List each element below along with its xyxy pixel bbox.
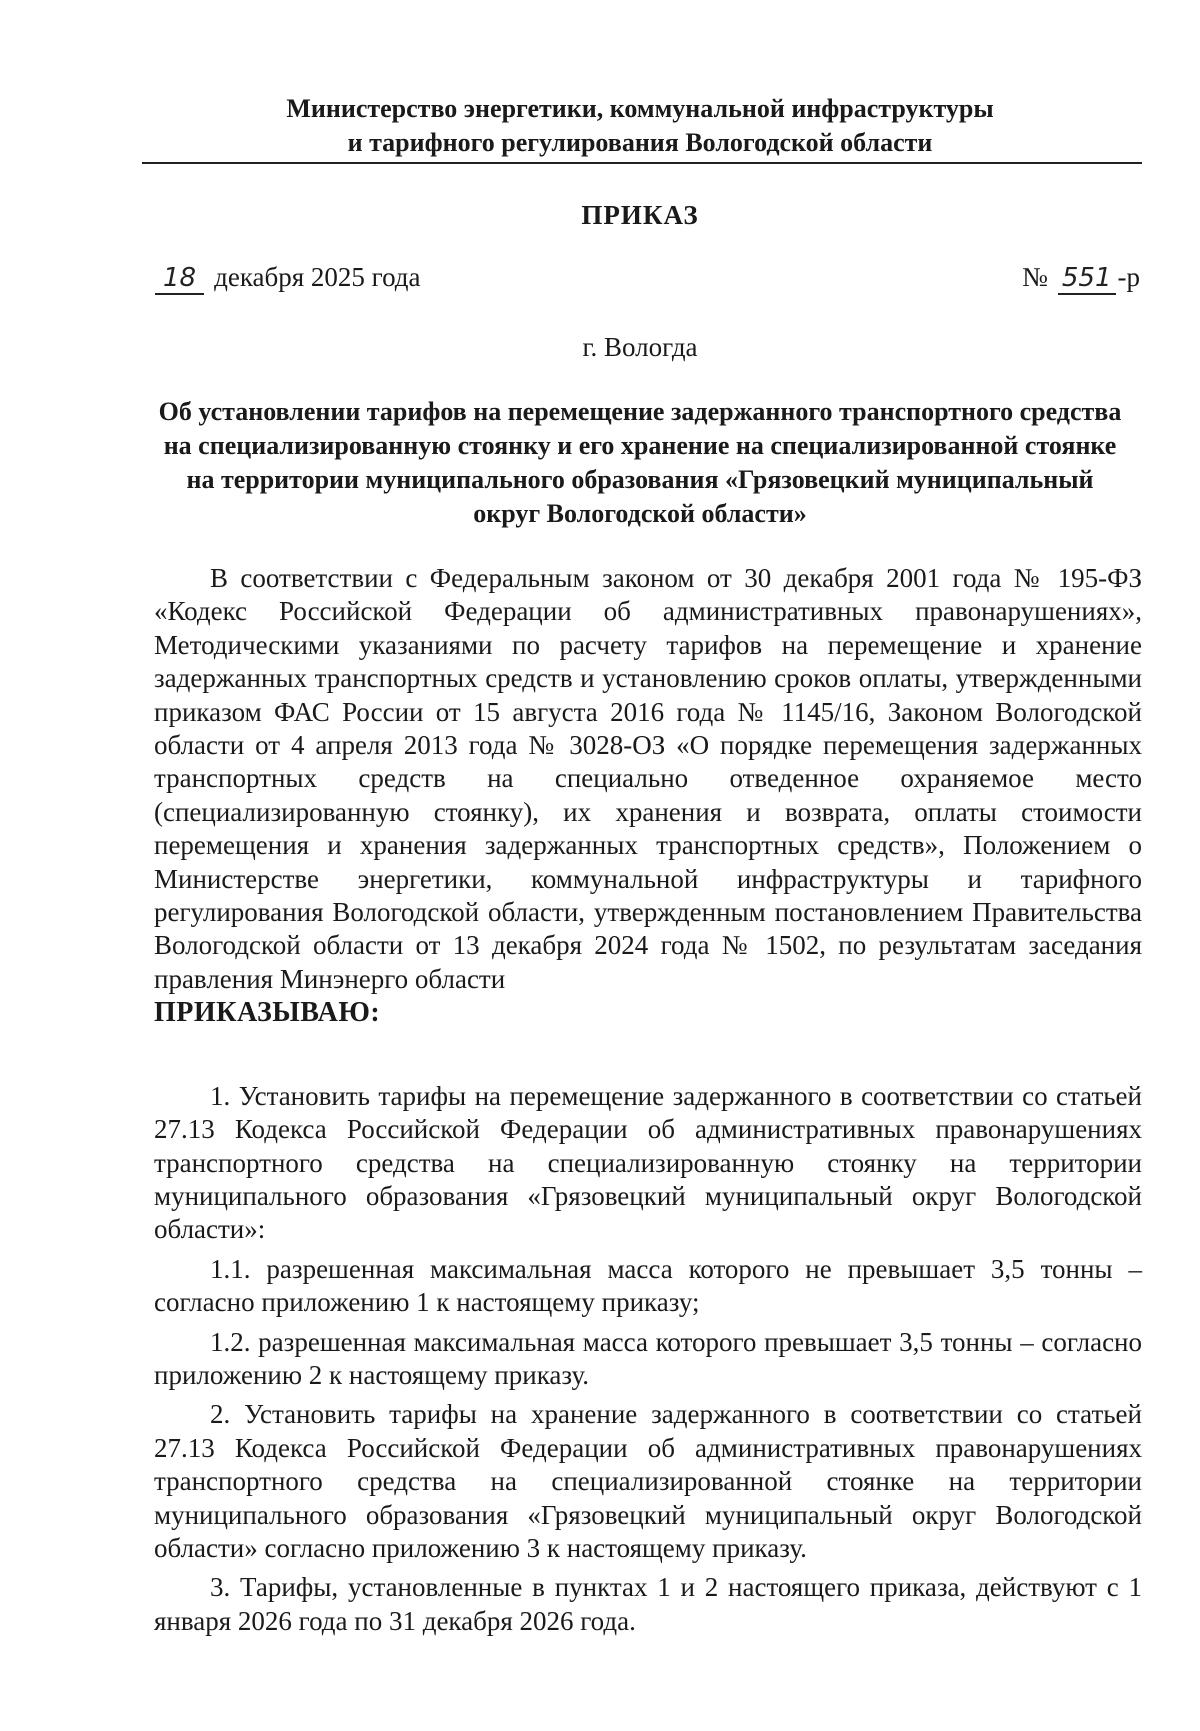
item-1-2: 1.2. разрешенная максимальная масса которого превышает 3,5 тонны – согласно приложению 2 к настоящему приказу. (154, 1326, 1142, 1390)
item-3: 3. Тарифы, установленные в пунктах 1 и 2 настоящего приказа, действуют с 1 января 2026 года по 31 декабря 2026 года. (154, 1572, 1142, 1636)
ministry-line-1: Министерство энергетики, коммунальной инфраструктуры (286, 94, 994, 123)
number-suffix: -р (1117, 262, 1140, 292)
order-title: ПРИКАЗ (581, 200, 699, 230)
item-1: 1. Установить тарифы на перемещение задержанного в соответствии со статьей 27.13 Кодекса Российской Федерации об административных правонарушениях транспортного средства на специализированную стоянку на территории муниципального образования «Грязовецкий муниципальный округ Вологодской области»: (154, 1080, 1142, 1245)
ministry-line-2: и тарифного регулирования Вологодской области (347, 128, 933, 157)
order-subject: Об установлении тарифов на перемещение задержанного транспортного средства на специализированную стоянку и его хранение на специализированной стоянке на территории муниципального образования «Грязовецкий муниципальный округ Вологодской области» (158, 397, 1122, 528)
order-number-handwritten: 551 (1058, 263, 1116, 295)
order-city: г. Вологда (582, 332, 698, 362)
order-date (155, 262, 421, 295)
header-divider (142, 162, 1142, 164)
order-day-handwritten: 18 (155, 263, 204, 295)
ministry-header (140, 92, 1140, 160)
order-date-rest: декабря 2025 года (214, 262, 421, 292)
item-1-1: 1.1. разрешенная максимальная масса которого не превышает 3,5 тонны – согласно приложению 1 к настоящему приказу; (154, 1253, 1142, 1318)
preamble-paragraph: В соответствии с Федеральным законом от 30 декабря 2001 года № 195-ФЗ «Кодекс Российской Федерации об административных правонарушениях», Методическими указаниями по расчету тарифов на перемещение и хранение задержанных транспортных средств и установлению сроков оплаты, утвержденными приказом ФАС России от 15 августа 2016 года № 1145/16, Законом Вологодской области от 4 апреля 2013 года № 3028-ОЗ «О порядке перемещения задержанных транспортных средств на специально отведенное охраняемое место (специализированную стоянку), их хранения и возврата, оплаты стоимости перемещения и хранения задержанных транспортных средств», Положением о Министерстве энергетики, коммунальной инфраструктуры и тарифного регулирования Вологодской области, утвержденным постановлением Правительства Вологодской области от 13 декабря 2024 года № 1502, по результатам заседания правления Минэнерго области (154, 563, 1142, 994)
order-body (154, 562, 1142, 1638)
decree-word: ПРИКАЗЫВАЮ: (154, 997, 381, 1029)
number-sign: № (1022, 262, 1048, 292)
item-2: 2. Установить тарифы на хранение задержанного в соответствии со статьей 27.13 Кодекса Российской Федерации об административных правонарушениях транспортного средства на специализированной стоянке на территории муниципального образования «Грязовецкий муниципальный округ Вологодской области» согласно приложению 3 к настоящему приказу. (154, 1399, 1142, 1563)
order-number (1022, 262, 1140, 295)
